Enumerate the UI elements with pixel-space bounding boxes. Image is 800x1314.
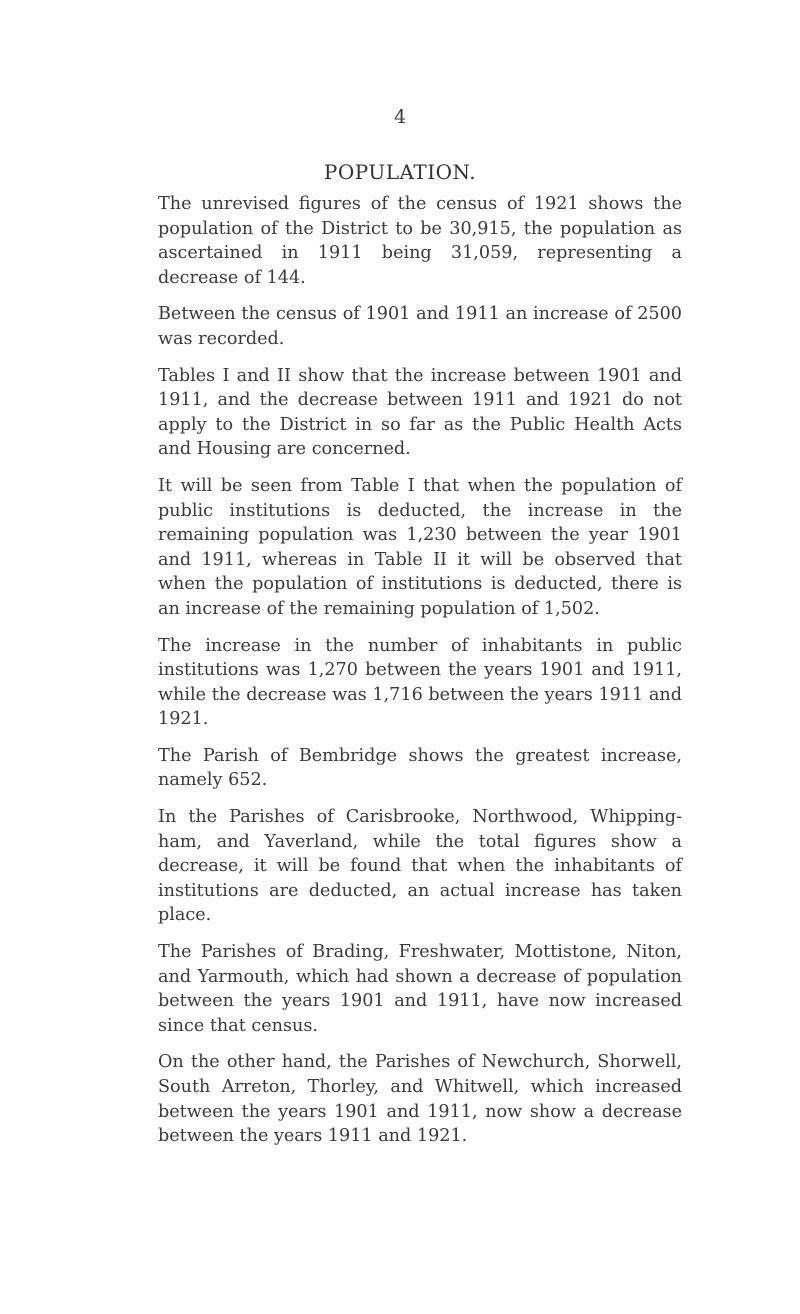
section-heading: POPULATION. xyxy=(323,160,477,184)
paragraph-newchurch-parishes: On the other hand, the Parishes of Newchurch, Shorwell, South Arreton, Thorley, and Whitwell, which increased between the years 1901 and 1911, now show a decrease between the years 1911 and 1921. xyxy=(158,1052,682,1147)
paragraph-institutions: The increase in the number of inhabitants in public institutions was 1,270 between the years 1901 and 1911, while the decrease was 1,716 between the years 1911 and 1921. xyxy=(158,635,682,730)
paragraph-brading-parishes: The Parishes of Brading, Freshwater, Mottistone, Niton, and Yarmouth, which had shown a decrease of population between the years 1901 and 1911, have now increased since that census. xyxy=(158,942,682,1036)
paragraph-census-figures: The unrevised figures of the census of 1921 shows the population of the District to be 30,915, the population as ascertained in 1911 being 31,059, representing a decrease of 144. xyxy=(158,194,682,288)
paragraph-bembridge: The Parish of Bembridge shows the greatest increase, namely 652. xyxy=(158,745,682,791)
paragraph-table-comparison: It will be seen from Table I that when the population of public institutions is deducted, the increase in the remaining population was 1,230 between the year 1901 and 1911, whereas in Table II it will be observed that when the population of institutions is deducted, there is an increase of the remaining population of 1,502. xyxy=(158,475,682,619)
page-number: 4 xyxy=(393,106,407,128)
paragraph-1901-1911-increase: Between the census of 1901 and 1911 an increase of 2500 was recorded. xyxy=(158,304,682,349)
body-text xyxy=(158,192,682,1161)
paragraph-carisbrooke-parishes: In the Parishes of Carisbrooke, Northwood, Whipping-ham, and Yaverland, while the total figures show a decrease, it will be found that when the inhabitants of institutions are deducted, an actual increase has taken place. xyxy=(158,807,682,926)
paragraph-tables-overview: Tables I and II show that the increase between 1901 and 1911, and the decrease between 1911 and 1921 do not apply to the District in so far as the Public Health Acts and Housing are concerned. xyxy=(158,365,682,460)
